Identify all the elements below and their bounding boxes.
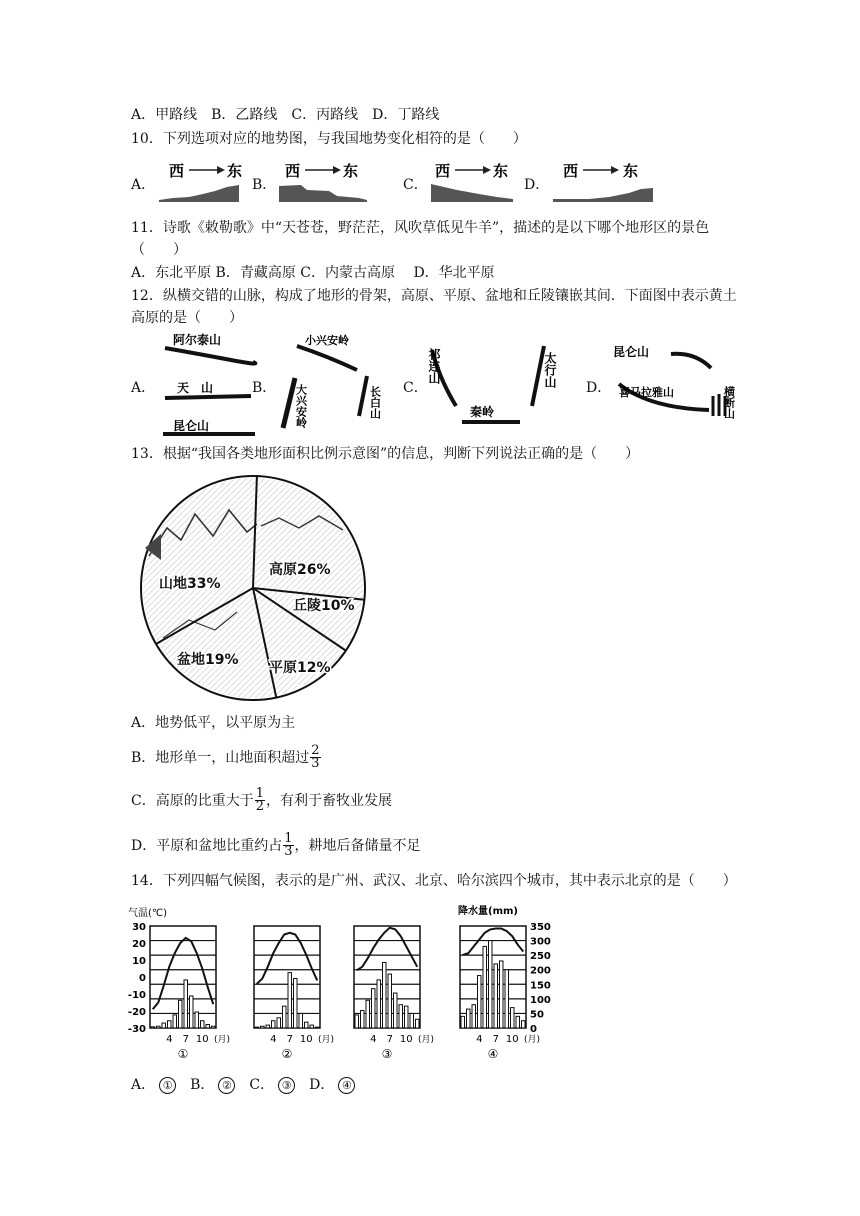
precip-bar xyxy=(388,974,392,1028)
precip-bar xyxy=(305,1022,309,1028)
terrain-profile-b xyxy=(271,158,371,204)
svg-text:横断山: 横断山 xyxy=(722,386,736,419)
precip-bar xyxy=(283,1006,287,1028)
q14-option-c-circle: ③ xyxy=(278,1077,295,1094)
q13-option-a: A．地势低平，以平原为主 xyxy=(131,715,296,731)
fraction xyxy=(255,785,265,814)
q10-label-b: B． xyxy=(252,177,277,193)
month-unit: (月) xyxy=(418,1035,435,1045)
precip-bar xyxy=(173,1015,177,1028)
svg-text:太行山: 太行山 xyxy=(543,352,557,388)
q12-stem: 12．纵横交错的山脉，构成了地形的骨架，高原、平原、盆地和丘陵镶嵌其间．下面图中表示黄土高原的是（ ） xyxy=(131,288,737,326)
precip-bar xyxy=(516,1016,520,1028)
fraction xyxy=(310,742,320,771)
month-tick: 7 xyxy=(286,1034,293,1045)
precip-bar xyxy=(261,1026,265,1028)
chart-id-label: ④ xyxy=(487,1047,499,1061)
precip-tick-label: 50 xyxy=(530,1009,544,1021)
month-unit: (月) xyxy=(214,1035,231,1045)
svg-text:昆仑山: 昆仑山 xyxy=(173,419,210,433)
precip-bar xyxy=(157,1026,161,1028)
precip-bar xyxy=(162,1023,166,1028)
terrain-profile-a xyxy=(153,158,243,204)
svg-text:东: 东 xyxy=(623,162,639,180)
precip-bar xyxy=(383,962,387,1028)
q13-option-c-text: C．高原的比重大于 xyxy=(131,793,254,809)
q10-stem: 10．下列选项对应的地势图，与我国地势变化相符的是（ ） xyxy=(131,131,527,147)
frac-numerator: 1 xyxy=(284,830,293,846)
q12-label-d: D． xyxy=(586,380,612,396)
svg-text:长白山: 长白山 xyxy=(368,386,382,419)
month-tick: 7 xyxy=(182,1034,189,1045)
q13-option-b-text: B．地形单一，山地面积超过 xyxy=(131,750,310,766)
q11-options: A．东北平原 B．青藏高原 C．内蒙古高原 D．华北平原 xyxy=(131,265,495,281)
month-unit: (月) xyxy=(524,1035,541,1045)
month-tick: 4 xyxy=(166,1034,173,1045)
precip-bar xyxy=(377,980,381,1028)
frac-denominator: 2 xyxy=(255,798,264,814)
precip-bar xyxy=(179,1000,183,1028)
temp-tick-label: -30 xyxy=(128,1024,146,1035)
month-tick: 4 xyxy=(270,1034,277,1045)
pie-slice-label: 山地33% xyxy=(159,576,221,592)
frac-numerator: 1 xyxy=(255,785,264,801)
svg-text:小兴安岭: 小兴安岭 xyxy=(305,334,349,347)
precip-bar xyxy=(288,973,292,1028)
precip-bar xyxy=(168,1021,172,1028)
precip-bar xyxy=(416,1019,420,1028)
climate-chart xyxy=(354,926,434,1061)
precip-bar xyxy=(184,980,188,1028)
svg-text:祁连山: 祁连山 xyxy=(427,348,441,384)
svg-text:喜马拉雅山: 喜马拉雅山 xyxy=(619,386,674,399)
month-tick: 10 xyxy=(399,1034,413,1045)
svg-text:东: 东 xyxy=(343,162,359,180)
month-tick: 4 xyxy=(476,1034,483,1045)
pie-slice-label: 盆地19% xyxy=(177,652,239,668)
precip-bar xyxy=(366,1000,370,1028)
q12-figures xyxy=(131,330,751,442)
temp-tick-label: -20 xyxy=(128,1007,146,1018)
precip-bar xyxy=(372,989,376,1028)
precip-tick-label: 150 xyxy=(530,980,551,992)
q13-option-d xyxy=(131,825,421,865)
precip-bar xyxy=(494,964,498,1028)
month-unit: (月) xyxy=(318,1035,335,1045)
terrain-profile-c xyxy=(427,158,517,204)
frac-numerator: 2 xyxy=(311,742,320,758)
temp-axis-title: 气温(℃) xyxy=(128,908,168,919)
climate-chart xyxy=(150,926,230,1061)
month-tick: 10 xyxy=(299,1034,313,1045)
q14-option-b-circle: ② xyxy=(218,1077,235,1094)
q13-option-c-tail: ，有利于畜牧业发展 xyxy=(266,793,392,809)
q10-label-c: C． xyxy=(403,177,428,193)
precip-bar xyxy=(399,1005,403,1028)
precip-bar xyxy=(206,1025,210,1028)
precip-bar xyxy=(212,1026,216,1028)
q10-label-a: A． xyxy=(131,177,156,193)
month-tick: 10 xyxy=(505,1034,519,1045)
mountain-map-a xyxy=(159,330,259,442)
frac-denominator: 3 xyxy=(284,843,293,859)
precip-bar xyxy=(472,1005,476,1028)
precip-bar xyxy=(294,978,298,1028)
landform-pie-chart xyxy=(129,470,379,710)
svg-text:西: 西 xyxy=(563,162,579,180)
q12-label-a: A． xyxy=(131,380,156,396)
precip-bar xyxy=(201,1021,205,1028)
q14-option-a-circle: ① xyxy=(159,1077,176,1094)
climate-charts xyxy=(128,898,568,1070)
precip-bar xyxy=(500,961,504,1028)
precip-bar xyxy=(505,970,509,1028)
precip-tick-label: 250 xyxy=(530,951,551,963)
temp-tick-label: 0 xyxy=(139,973,146,984)
q14-option-a-letter: A． xyxy=(131,1077,156,1093)
q10-figures xyxy=(131,158,751,208)
frac-denominator: 3 xyxy=(311,755,320,771)
q13-option-b xyxy=(131,737,322,777)
svg-text:大兴安岭: 大兴安岭 xyxy=(294,384,308,428)
temp-tick-label: 10 xyxy=(132,956,146,967)
precip-bar xyxy=(410,1013,414,1028)
svg-text:东: 东 xyxy=(493,162,509,180)
q14-options xyxy=(131,1075,355,1095)
temp-tick-label: -10 xyxy=(128,990,146,1001)
chart-id-label: ③ xyxy=(381,1047,393,1061)
fraction xyxy=(283,830,293,859)
q12-label-c: C． xyxy=(403,380,428,396)
climate-chart xyxy=(460,926,540,1061)
q13-option-d-text: D．平原和盆地比重约占 xyxy=(131,838,283,854)
q9-options: A．甲路线 B．乙路线 C．丙路线 D．丁路线 xyxy=(131,107,440,123)
pie-slice-label: 丘陵10% xyxy=(293,598,355,614)
temp-tick-label: 20 xyxy=(132,939,146,950)
precip-bar xyxy=(361,1011,365,1028)
precip-bar xyxy=(478,976,482,1028)
q13-option-c xyxy=(131,780,392,820)
precip-bar xyxy=(467,1009,471,1028)
q13-option-d-tail: ，耕地后备储量不足 xyxy=(294,838,421,854)
precip-bar xyxy=(522,1021,526,1028)
terrain-profile-d xyxy=(549,158,659,204)
precip-bar xyxy=(272,1021,276,1028)
precip-bar xyxy=(266,1025,270,1028)
q14-stem: 14．下列四幅气候图，表示的是广州、武汉、北京、哈尔滨四个城市，其中表示北京的是（ ） xyxy=(131,873,737,889)
precip-bar xyxy=(277,1018,281,1028)
chart-id-label: ① xyxy=(177,1047,189,1061)
month-tick: 10 xyxy=(195,1034,209,1045)
pie-slice-label: 平原12% xyxy=(269,660,331,676)
precip-bar xyxy=(483,946,487,1028)
precip-tick-label: 200 xyxy=(530,965,551,977)
month-tick: 7 xyxy=(386,1034,393,1045)
precip-tick-label: 350 xyxy=(530,922,551,933)
mountain-map-b xyxy=(277,330,397,442)
precip-bar xyxy=(355,1015,359,1028)
svg-text:西: 西 xyxy=(285,162,301,180)
svg-text:昆仑山: 昆仑山 xyxy=(613,345,650,359)
precip-tick-label: 0 xyxy=(530,1024,537,1035)
svg-text:东: 东 xyxy=(227,162,243,180)
precip-bar xyxy=(255,1027,259,1028)
precip-bar xyxy=(151,1027,155,1028)
q14-option-b-letter: B． xyxy=(190,1077,215,1093)
q14-option-d-circle: ④ xyxy=(338,1077,355,1094)
precip-tick-label: 300 xyxy=(530,936,551,948)
precip-bar xyxy=(511,1008,515,1028)
month-tick: 7 xyxy=(492,1034,499,1045)
precip-bar xyxy=(299,1013,303,1028)
precip-bar xyxy=(316,1027,320,1028)
precip-bar xyxy=(489,941,493,1028)
precip-bar xyxy=(394,993,398,1028)
chart-id-label: ② xyxy=(281,1047,293,1061)
q12-label-b: B． xyxy=(252,380,277,396)
svg-text:秦岭: 秦岭 xyxy=(470,405,495,419)
q10-label-d: D． xyxy=(524,177,550,193)
svg-text:西: 西 xyxy=(435,162,451,180)
month-tick: 4 xyxy=(370,1034,377,1045)
precip-tick-label: 100 xyxy=(530,994,551,1006)
temp-tick-label: 30 xyxy=(132,922,146,933)
q11-stem: 11．诗歌《敕勒歌》中“天苍苍，野茫茫，风吹草低见牛羊”，描述的是以下哪个地形区的景色（ ） xyxy=(131,220,710,258)
q14-option-c-letter: C． xyxy=(249,1077,275,1093)
mountain-map-d xyxy=(609,330,739,442)
q13-stem: 13．根据“我国各类地形面积比例示意图”的信息，判断下列说法正确的是（ ） xyxy=(131,446,640,462)
q14-option-d-letter: D． xyxy=(309,1077,335,1093)
precip-bar xyxy=(310,1025,314,1028)
precip-bar xyxy=(461,1016,465,1028)
climate-chart xyxy=(254,926,334,1061)
pie-slice-label: 高原26% xyxy=(269,562,331,578)
svg-text:西: 西 xyxy=(169,162,185,180)
svg-text:阿尔泰山: 阿尔泰山 xyxy=(173,333,222,347)
precip-axis-title: 降水量(mm) xyxy=(458,906,518,917)
precip-bar xyxy=(195,1012,199,1028)
precip-bar xyxy=(190,996,194,1028)
mountain-map-c xyxy=(426,330,566,442)
svg-text:天 山: 天 山 xyxy=(177,381,214,395)
precip-bar xyxy=(405,1006,409,1028)
